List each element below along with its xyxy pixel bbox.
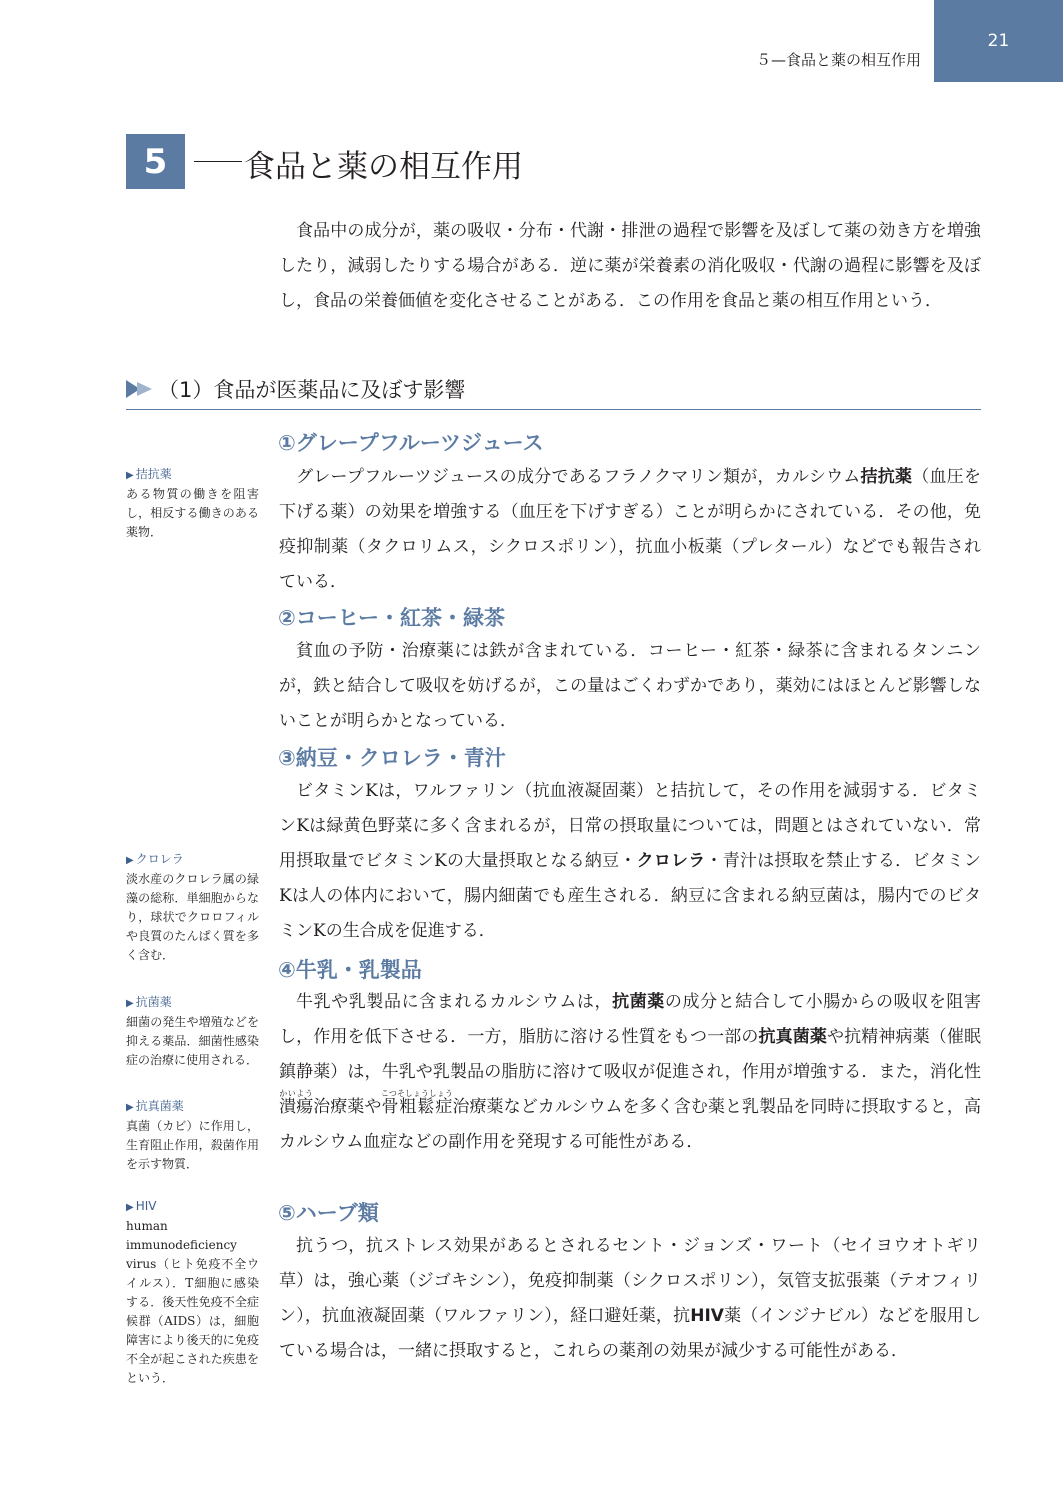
paragraph-herb: 抗うつ，抗ストレス効果があるとされるセント・ジョンズ・ワート（セイヨウオトギリ草）は，強心薬（ジゴキシン），免疫抑制薬（シクロスポリン），気管支拡張薬（テオフィリン），抗血液凝固薬（ワルファリン），経口避妊薬，抗HIV薬（インジナビル）などを服用している場合は，一緒に摂取すると，これらの薬剤の効果が減少する可能性がある．	[279, 1236, 981, 1361]
subsection-heading-coffee: ②コーヒー・紅茶・緑茶	[278, 606, 505, 630]
page-number: 21	[934, 0, 1063, 82]
subsection-heading-milk: ④牛乳・乳製品	[278, 958, 422, 982]
chapter-number: 5	[126, 134, 185, 189]
margin-note-antifungal: ▶ 抗真菌薬 真菌（カビ）に作用し，生育阻止作用，殺菌作用を示す物質．	[126, 1099, 259, 1171]
subsection-heading-herb: ⑤ハーブ類	[278, 1201, 379, 1225]
triangle-right-icon: ▶	[126, 1202, 134, 1213]
paragraph-milk: 牛乳や乳製品に含まれるカルシウムは，抗菌薬の成分と結合して小腸からの吸収を阻害し，作用を低下させる．一方，脂肪に溶ける性質をもつ一部の抗真菌薬や抗精神病薬（催眠鎮静薬）は，牛乳や乳製品の脂肪に溶けて吸収が促進され，作用が増強する．また，消化性潰瘍かいよう治療薬や骨粗鬆症こつそしょうしょう治療薬などカルシウムを多く含む薬と乳製品を同時に摂取すると，高カルシウム血症などの副作用を発現する可能性がある．	[279, 992, 982, 1152]
margin-note-hiv: ▶ HIV human immunodeficiency virus（ヒト免疫不全ウイルス）．T細胞に感染する．後天性免疫不全症候群（AIDS）は，細胞障害により後天的に免疫不全が起こされた疾患をという．	[126, 1199, 259, 1385]
section-rule	[126, 409, 981, 410]
margin-note-antibacterial: ▶ 抗菌薬 細菌の発生や増殖などを抑える薬品．細菌性感染症の治療に使用される．	[126, 995, 259, 1067]
subsection-heading-grapefruit: ①グレープフルーツジュース	[278, 431, 544, 455]
paragraph-grapefruit: グレープフルーツジュースの成分であるフラノクマリン類が，カルシウム拮抗薬（血圧を下げる薬）の効果を増強する（血圧を下げすぎる）ことが明らかにされている．その他，免疫抑制薬（タクロリムス，シクロスポリン），抗血小板薬（プレタール）などでも報告されている．	[279, 467, 982, 592]
paragraph-coffee: 貧血の予防・治療薬には鉄が含まれている．コーヒー・紅茶・緑茶に含まれるタンニンが，鉄と結合して吸収を妨げるが，この量はごくわずかであり，薬効にはほとんど影響しないことが明らかとなっている．	[279, 641, 981, 731]
subsection-heading-natto: ③納豆・クロレラ・青汁	[278, 746, 506, 770]
triangle-right-icon: ▶	[126, 1102, 134, 1113]
running-title: ５—食品と薬の相互作用	[755, 51, 921, 69]
triangle-right-icon: ▶	[126, 855, 134, 866]
double-arrow-icon	[126, 380, 156, 398]
paragraph-natto: ビタミンKは，ワルファリン（抗血液凝固薬）と拮抗して，その作用を減弱する．ビタミンKは緑黄色野菜に多く含まれるが，日常の摂取量については，問題とはされていない．常用摂取量でビタミンKの大量摂取となる納豆・クロレラ・青汁は摂取を禁止する．ビタミンKは人の体内において，腸内細菌でも産生される．納豆に含まれる納豆菌は，腸内でのビタミンKの生合成を促進する．	[279, 781, 982, 941]
triangle-right-icon: ▶	[126, 470, 134, 481]
chapter-dash	[194, 161, 242, 162]
triangle-right-icon: ▶	[126, 998, 134, 1009]
section-title: （1）食品が医薬品に及ぼす影響	[158, 378, 466, 402]
intro-paragraph: 食品中の成分が，薬の吸収・分布・代謝・排泄の過程で影響を及ぼして薬の効き方を増強したり，減弱したりする場合がある．逆に薬が栄養素の消化吸収・代謝の過程に影響を及ぼし，食品の栄養価値を変化させることがある．この作用を食品と薬の相互作用という．	[279, 221, 981, 311]
margin-note-chlorella: ▶ クロレラ 淡水産のクロレラ属の緑藻の総称．単細胞からなり，球状でクロロフィルや良質のたんぱく質を多く含む．	[126, 852, 259, 962]
chapter-title: 食品と薬の相互作用	[244, 149, 523, 185]
margin-note-antagonist: ▶ 拮抗薬 ある物質の働きを阻害し，相反する働きのある薬物．	[126, 467, 259, 539]
